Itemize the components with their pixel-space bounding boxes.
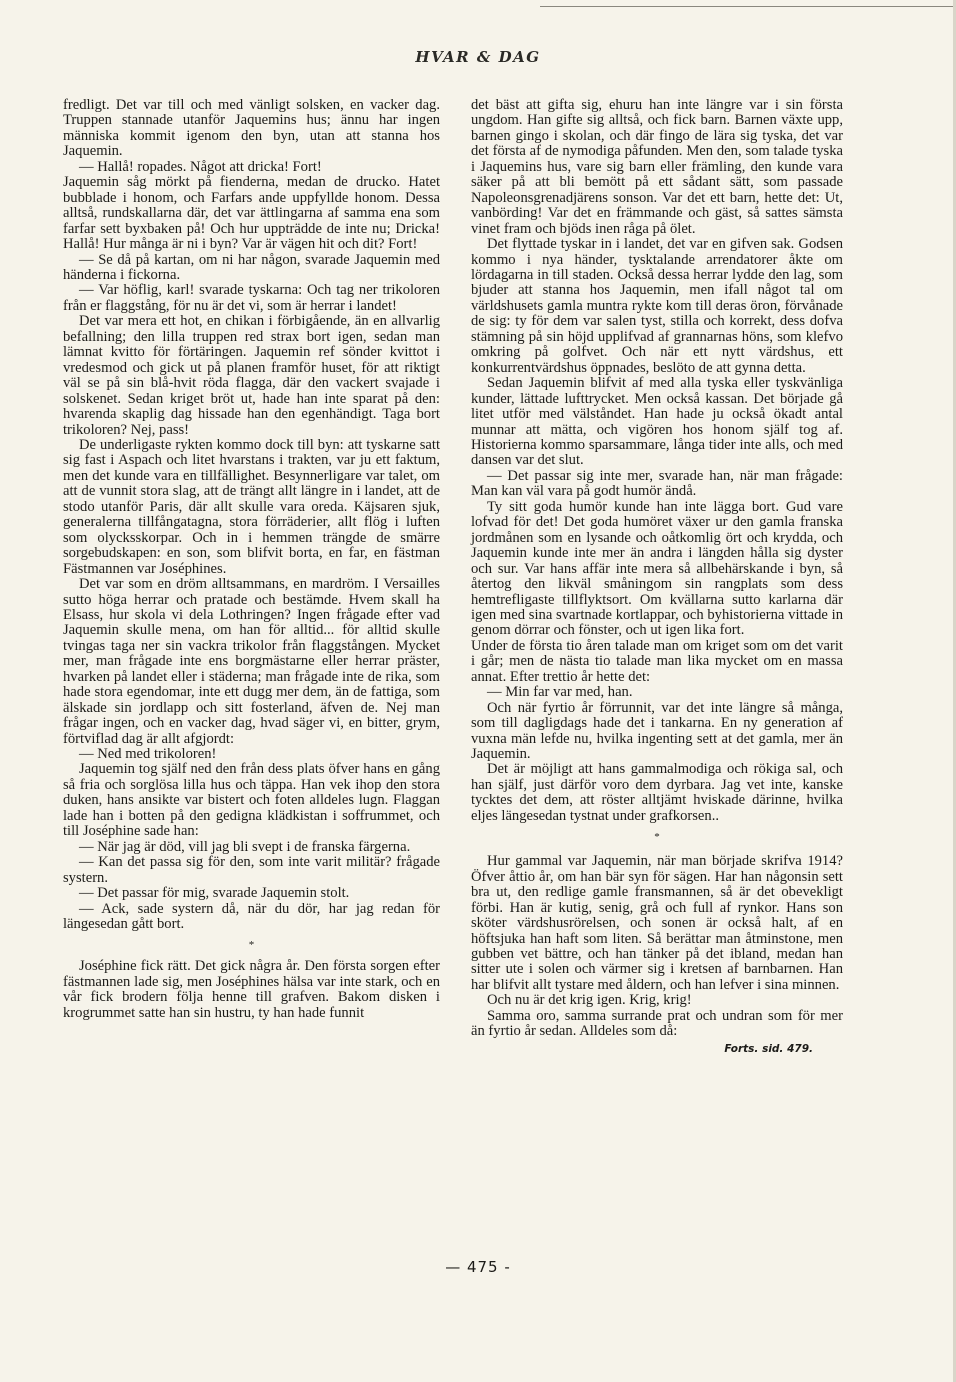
paragraph: Jaquemin tog själf ned den från dess plats öfver hans en gång så fria och sorglösa lilla hus och täppa. Han vek ihop den stora duken, hans ansikte var bistert och foten alldeles lugn. Flaggan lade han i botten på den gedigna klädkistan i soffrummet, och till Joséphine sade han: xyxy=(63,761,440,840)
paragraph: Hur gammal var Jaquemin, när man började skrifva 1914? Öfver åttio år, om han bär syn för sägen. Har han någonsin sett bra ut, den redlige gamle fransmannen, så är det obevekligt förbi. Han är kutig, senig, grå och full af rynkor. Hans son sköter värdshusrörelsen, och sonen är också halt, af en höftsjuka han haft som liten. Så berättar man åtminstone, men gubben vet bättre, och han tänker på det ibland, medan han sitter ute i solen och värmer sig i kretsen af barnbarnen. Han har blifvit allt tystare med åldern, och han lefver i sina minnen. xyxy=(471,853,843,993)
top-border-line xyxy=(540,6,956,7)
paragraph: Joséphine fick rätt. Det gick några år. Den första sorgen efter fästmannen lade sig, men Joséphines hälsa var inte stark, och en vår fick brodern följa henne till grafven. Bakom disken i krogrummet satte han sin hustru, ty han hade funnit xyxy=(63,958,440,1021)
paragraph: — Det passar för mig, svarade Jaquemin stolt. xyxy=(79,885,350,902)
left-column xyxy=(63,98,440,1021)
right-column xyxy=(471,98,843,1057)
paragraph: — Ack, sade systern då, när du dör, har jag redan för längesedan gått bort. xyxy=(63,900,440,933)
paragraph: Det var mera ett hot, en chikan i förbigående, än en allvarlig befallning; den lilla truppen red strax bort igen, sedan man lämnat kvitto för förtäringen. Jaquemin ref sönder kvittot i vredesmod och gick ut på planen framför huset, för att riktigt väl se på sin blå-hvit röda flagga, där den vackert svajade i solskenet. Sedan kriget bröt ut, hade han inte sparat på den: hvarenda skaplig dag hissade han den egenhändigt. Taga bort trikoloren? Nej, pass! xyxy=(63,313,440,438)
paragraph: det bäst att gifta sig, ehuru han inte längre var i sin första ungdom. Han gifte sig alltså, och fick barn. Barnen växte upp, barnen gingo i skolan, och där fingo de lära sig tyska, det var det första af de nymodiga påfunden. Men den, som talade tyska i Jaquemins hus, vare sig barn eller främling, den kunde vara säker på att bli bemött på ett sådant sätt, som passade Napoleonsgrenadjärens sonson. Var det ett barn, hette det: Ut, vanbörding! Var det en främmande och gäst, så sattes sämsta vinet fram och bjöds inen råga på ölet. xyxy=(471,97,843,237)
paragraph: Det flyttade tyskar in i landet, det var en gifven sak. Godsen kommo i nya händer, tysktalande arrendatorer åkte om lördagarna in till staden. Också dessa herrar lydde den lag, som bjuder att stanna hos Jaquemin, men ifall något tal om världshusets gamla muntra rykte kom till deras öron, förvånade de sig: ty för dem var salen tyst, stilla och korrekt, dess dofva stämning på sin höjd upplifvad af grannarnas höns, som klefvo omkring på golfvet. Och när ett nytt värdshus, ett konkurrentvärdshus öppnades, beslöto de att gynna detta. xyxy=(471,236,843,376)
paragraph: Och nu är det krig igen. Krig, krig! xyxy=(487,992,692,1009)
page-number: — 475 - xyxy=(445,1258,511,1276)
paragraph: — Min far var med, han. xyxy=(487,684,633,701)
paragraph: Det är möjligt att hans gammalmodiga och rökiga sal, och han själf, just därför voro dem dyrbara. Jag vet inte, kanske tycktes det dem, att röster alltjämt hviskade därinne, hvilka eljes längesedan tystnat under grafkorsen.. xyxy=(471,761,843,824)
paragraph: Och när fyrtio år förrunnit, var det inte längre så många, som till dagligdags hade det i tankarna. En ny generation af vuxna män lefde nu, hvilka ingenting sett at det gamla, mer än Jaquemin. xyxy=(471,699,843,763)
paragraph: fredligt. Det var till och med vänligt solsken, en vacker dag. Truppen stannade utanför Jaquemins hus; ännu har ingen människa kommit igenom den byn, utan att stanna hos Jaquemin. xyxy=(63,97,440,160)
paragraph: — Var höflig, karl! svarade tyskarna: Och tag ner trikoloren från er flaggstång, för nu är det vi, som är herrar i landet! xyxy=(63,282,440,314)
paragraph: — Ned med trikoloren! xyxy=(79,746,217,763)
running-header: HVAR & DAG xyxy=(415,48,541,66)
paragraph: — När jag är död, vill jag bli svept i de franska färgerna. xyxy=(79,838,411,855)
continuation-note: Forts. sid. 479. xyxy=(724,1042,813,1055)
paragraph: Jaquemin såg mörkt på fienderna, medan de drucko. Hatet bubblade i honom, och Farfars ande uppfyllde honom. Dessa alltså, rundskallarna där, det var ättlingarna af samma ena som farfar sett byxbaken på! Och hur uppträdde de inte nu; Dricka! Hallå! Hur många är ni i byn? Var är vägen hit och dit? Fort! xyxy=(63,174,440,253)
section-separator: * xyxy=(654,831,660,844)
paragraph: Under de första tio åren talade man om kriget som om det varit i går; men de nästa tio talade man lika mycket om en massa annat. Efter trettio år hette det: xyxy=(471,637,843,685)
section-separator: * xyxy=(248,939,255,952)
paragraph: Det var som en dröm alltsammans, en mardröm. I Versailles sutto höga herrar och pratade och bestämde. Hvem skall ha Elsass, hur skola vi dela Lothringen? Ingen frågade efter vad Jaquemin skulle mena, om han för alltid... för alltid skulle tvingas taga ner sin vackra trikolor från flaggstången. Mycket mer, man frågade inte ens borgmästarne eller herrar präster, hvarken på landet eller i städerna; man frågade inte de rika, som hade stora egendomar, inte ett dugg mer dem, än de fattiga, som älskade sin jordlapp och sitt fosterland, äfven de. Nej man frågar ingen, och en vacker dag, hvad säger vi, en bitter, grym, förtviflad dag är allt afgjordt: xyxy=(63,576,440,747)
paragraph: — Hallå! ropades. Något att dricka! Fort! xyxy=(79,158,322,175)
paragraph: Samma oro, samma surrande prat och undran som för mer än fyrtio år sedan. Alldeles som då: xyxy=(471,1007,843,1040)
paragraph: — Kan det passa sig för den, som inte varit militär? frågade systern. xyxy=(63,854,440,886)
paragraph: — Se då på kartan, om ni har någon, svarade Jaquemin med händerna i fickorna. xyxy=(63,251,440,283)
paragraph: De underligaste rykten kommo dock till byn: att tyskarne satt sig fast i Aspach och litet hvarstans i trakten, var ju ett faktum, men det kunde vara en tillfällighet. Besynnerligare var talet, om att de vunnit stora slag, att de trängt allt längre in i landet, att de stodo utanför Paris, där allt skulle vara oreda. Käjsaren sjuk, generalerna tillfångatagna, stora förräderier, allt flög i luften som olycksskorpar. Och in i hemmen trängde de smärre sorgebudskapen: en son, som blifvit borta, en far, en fästman Fästmannen var Joséphines. xyxy=(63,436,440,577)
paragraph: — Det passar sig inte mer, svarade han, när man frågade: Man kan väl vara på godt humör ändå. xyxy=(471,467,843,500)
paragraph: Ty sitt goda humör kunde han inte lägga bort. Gud vare lofvad för det! Det goda humöret växer ur den gamla franska jordmånen som en lysande och oåtkomlig ört och krydda, och Jaquemin kunde inte mer än andra i längden hålla sig dyster och sur. Var hans affär inte mera så allbehärskande i byn, så återtog den likväl småningom sin rangplats som dess hemtrefligaste tillflyktsort. Om kvällarna sutto karlarna där igen med sina svartnade kortlappar, och byhistorierna vittade in genom dörrar och fönster, och ut igen lika fort. xyxy=(471,498,843,639)
paragraph: Sedan Jaquemin blifvit af med alla tyska eller tyskvänliga kunder, lättade lufttrycket. Men också kassan. Det började gå litet utför med välståndet. Han hade ju också ökadt antal munnar att mätta, och vigören hos honom själf tog af. Historierna kommo sparsammare, långa tider inte alls, och med dansen var det slut. xyxy=(471,375,843,469)
